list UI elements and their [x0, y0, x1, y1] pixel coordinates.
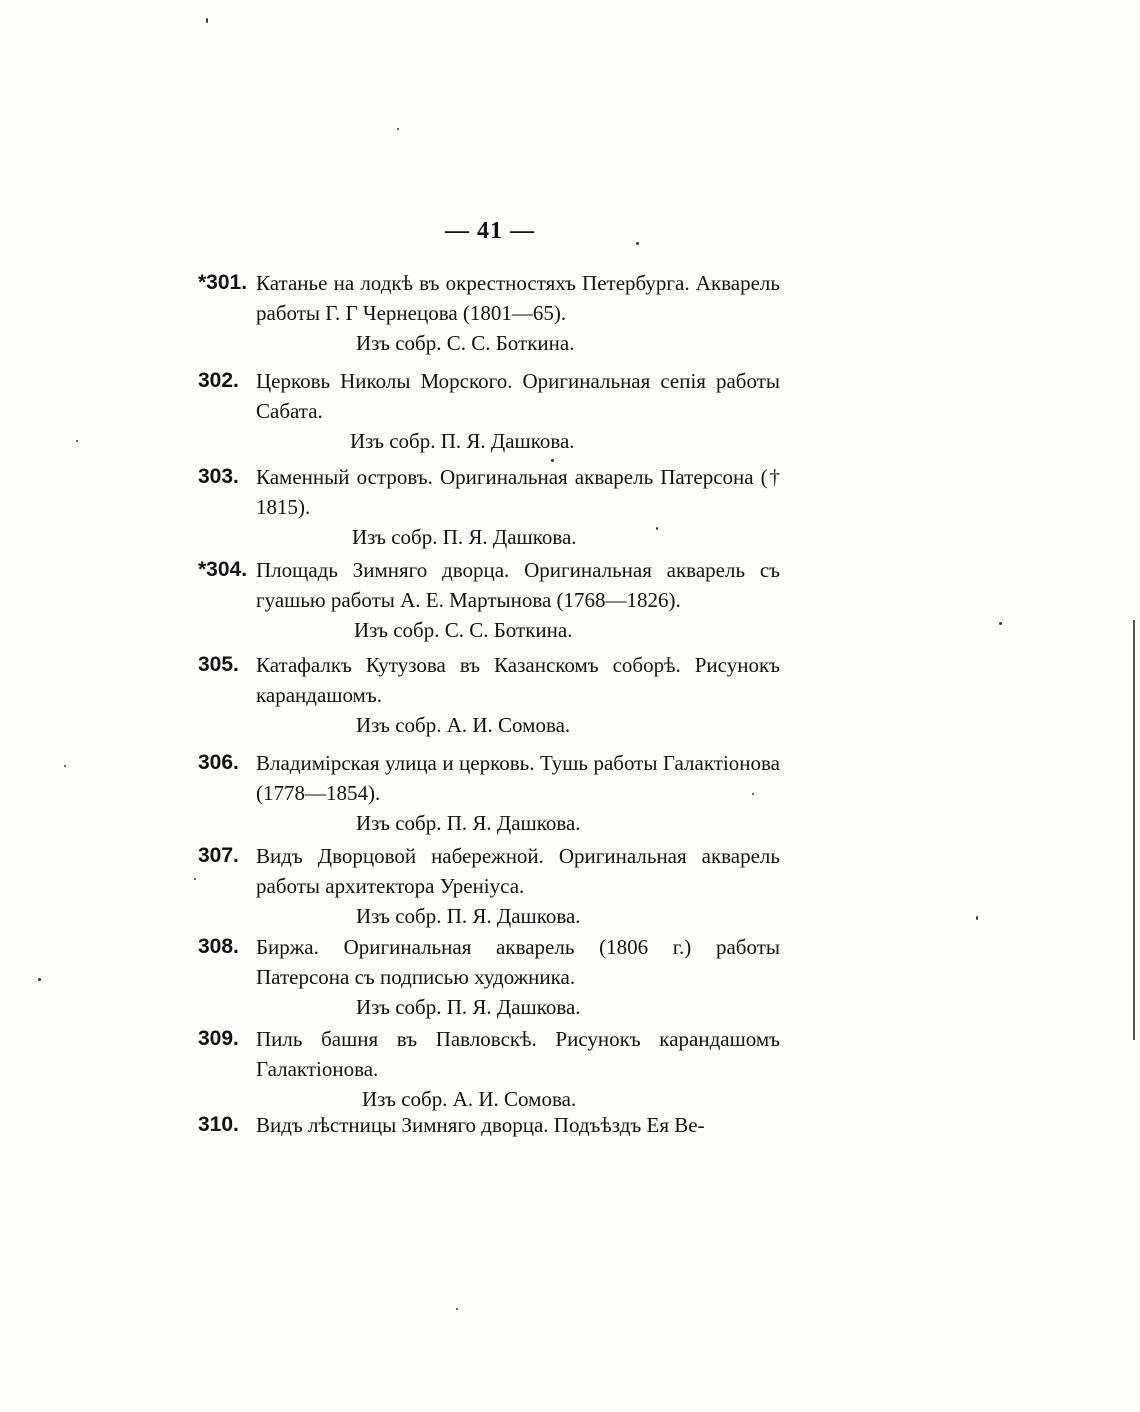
- entry-number: *301.: [198, 271, 248, 294]
- scan-speck: [38, 978, 41, 981]
- catalog-entry: [198, 555, 780, 645]
- catalog-entry: [198, 268, 780, 358]
- scan-speck: [999, 622, 1002, 625]
- entry-number: 302.: [198, 369, 239, 392]
- scan-speck: [456, 1308, 458, 1310]
- catalog-entry: [198, 748, 780, 838]
- entry-source: Изъ собр. А. И. Сомова.: [362, 1087, 577, 1111]
- entry-description: Катанье на лодкѣ въ окрестностяхъ Петербурга. Акварель работы Г. Г Чернецова (1801—65).: [256, 271, 780, 325]
- entry-number: *304.: [198, 558, 248, 581]
- catalog-entry: [198, 650, 780, 740]
- entry-number: 310.: [198, 1113, 239, 1136]
- scan-speck: [64, 765, 66, 767]
- scan-speck: [76, 440, 78, 442]
- entry-source: Изъ собр. П. Я. Дашкова.: [356, 995, 581, 1019]
- scan-speck: [194, 878, 196, 880]
- entry-source: Изъ собр. П. Я. Дашкова.: [350, 429, 575, 453]
- catalog-entry: [198, 841, 780, 931]
- entry-source: Изъ собр. С. С. Боткина.: [356, 331, 575, 355]
- scan-speck: [976, 916, 978, 920]
- entry-number: 307.: [198, 844, 239, 867]
- entry-description: Каменный островъ. Оригинальная акварель Патерсона († 1815).: [256, 465, 780, 519]
- entry-number: 309.: [198, 1027, 239, 1050]
- entry-number: 308.: [198, 935, 239, 958]
- scan-speck: [551, 459, 554, 462]
- catalog-entry: [198, 1024, 780, 1114]
- entry-description: Видъ лѣстницы Зимняго дворца. Подъѣздъ Ея Ве-: [256, 1113, 705, 1137]
- entry-source: Изъ собр. С. С. Боткина.: [354, 618, 573, 642]
- page-number: — 41 —: [445, 218, 535, 244]
- scan-speck: [656, 527, 658, 530]
- entry-description: Площадь Зимняго дворца. Оригинальная акварель съ гуашью работы А. Е. Мартынова (1768—1826).: [256, 558, 780, 612]
- catalog-entry: [198, 366, 780, 456]
- catalog-entry: [198, 932, 780, 1022]
- scan-speck: [206, 18, 208, 23]
- entry-source: Изъ собр. А. И. Сомова.: [356, 713, 571, 737]
- entry-number: 305.: [198, 653, 239, 676]
- scan-speck: [752, 793, 754, 795]
- entry-source: Изъ собр. П. Я. Дашкова.: [356, 811, 581, 835]
- entry-source: Изъ собр. П. Я. Дашкова.: [352, 525, 577, 549]
- entry-source: Изъ собр. П. Я. Дашкова.: [356, 904, 581, 928]
- catalog-entry: [198, 462, 780, 552]
- entry-description: Владимірская улица и церковь. Тушь работы Галактіонова (1778—1854).: [256, 751, 780, 805]
- scan-speck: [397, 128, 399, 130]
- page-edge-shadow: [1133, 620, 1135, 1040]
- entry-description: Церковь Николы Морского. Оригинальная сепія работы Сабата.: [256, 369, 780, 423]
- entry-number: 303.: [198, 465, 239, 488]
- entry-number: 306.: [198, 751, 239, 774]
- entry-description: Катафалкъ Кутузова въ Казанскомъ соборѣ. Рисунокъ карандашомъ.: [256, 653, 780, 707]
- entry-description: Пиль башня въ Павловскѣ. Рисунокъ карандашомъ Галактіонова.: [256, 1027, 780, 1081]
- entry-description: Биржа. Оригинальная акварель (1806 г.) работы Патерсона съ подписью художника.: [256, 935, 780, 989]
- scan-speck: [636, 242, 639, 245]
- entry-description: Видъ Дворцовой набережной. Оригинальная акварель работы архитектора Уреніуса.: [256, 844, 780, 898]
- catalog-entry: [198, 1110, 780, 1140]
